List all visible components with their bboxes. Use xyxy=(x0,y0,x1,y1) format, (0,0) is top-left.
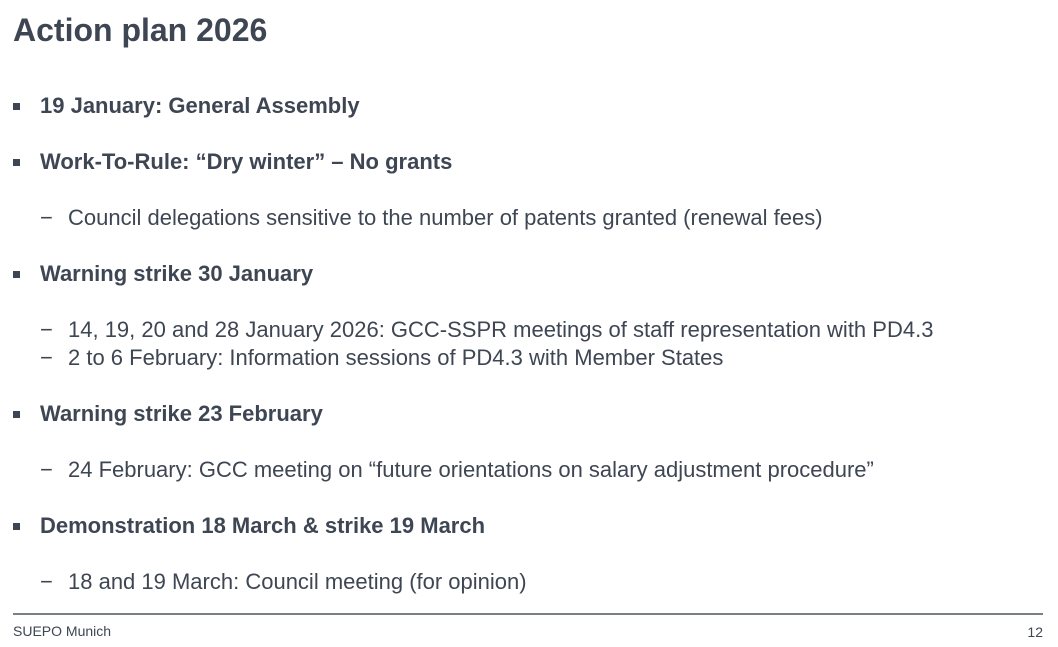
bullet-text: Demonstration 18 March & strike 19 March xyxy=(40,513,486,538)
sub-item-text: Council delegations sensitive to the number of patents granted (renewal fees) xyxy=(68,205,823,230)
sub-item-text: 24 February: GCC meeting on “future orientations on salary adjustment procedure” xyxy=(68,457,874,482)
bullet-text: Warning strike 30 January xyxy=(40,261,314,286)
square-bullet-icon xyxy=(13,159,20,166)
sub-item-text: 14, 19, 20 and 28 January 2026: GCC-SSPR meetings of staff representation with PD4.3 xyxy=(68,317,934,342)
dash-bullet-icon: − xyxy=(40,317,53,342)
sub-item-text: 2 to 6 February: Information sessions of PD4.3 with Member States xyxy=(68,345,724,370)
dash-bullet-icon: − xyxy=(40,457,53,482)
bullet-text: Work-To-Rule: “Dry winter” – No grants xyxy=(40,149,453,174)
footer-divider xyxy=(13,613,1043,615)
square-bullet-icon xyxy=(13,411,20,418)
dash-bullet-icon: − xyxy=(40,569,53,594)
sub-item-text: 18 and 19 March: Council meeting (for opinion) xyxy=(68,569,527,594)
page-number: 12 xyxy=(1027,624,1043,640)
square-bullet-icon xyxy=(13,271,20,278)
dash-bullet-icon: − xyxy=(40,345,53,370)
bullet-text: Warning strike 23 February xyxy=(40,401,323,426)
square-bullet-icon xyxy=(13,523,20,530)
square-bullet-icon xyxy=(13,103,20,110)
dash-bullet-icon: − xyxy=(40,205,53,230)
slide-title: Action plan 2026 xyxy=(13,12,268,48)
bullet-text: 19 January: General Assembly xyxy=(40,93,360,118)
footer-organization: SUEPO Munich xyxy=(13,623,112,639)
